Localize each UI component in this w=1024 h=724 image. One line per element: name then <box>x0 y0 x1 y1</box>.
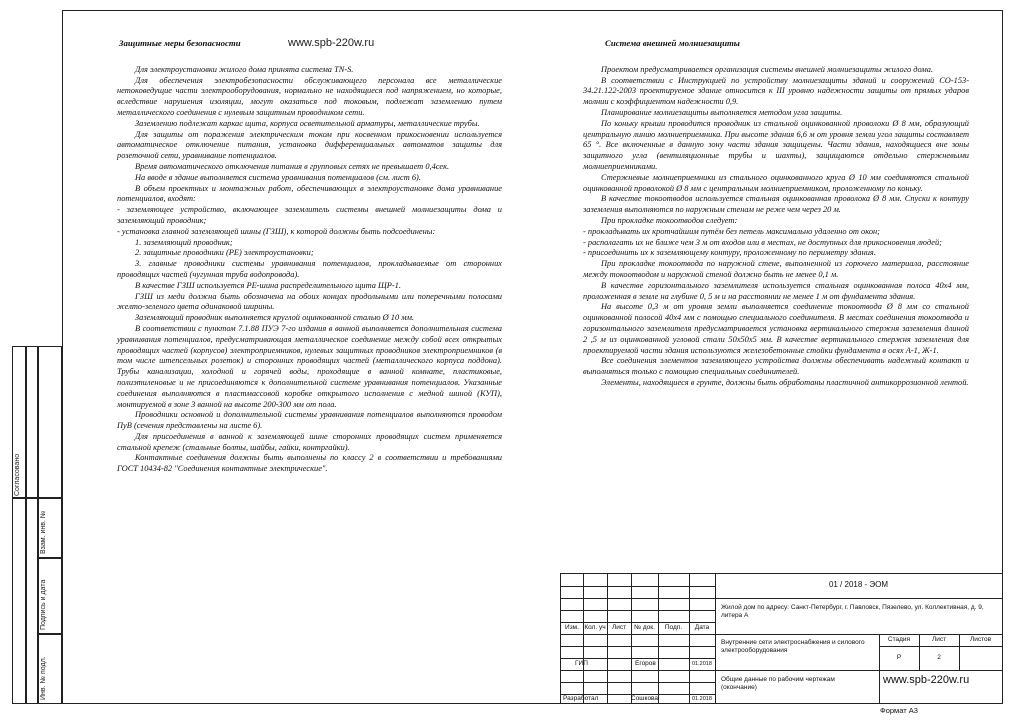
left-column-paragraph: Проводники основной и дополнительной системы уравнивания потенциалов выполняются проводом ПуВ (сечения представлены на листе 6). <box>117 410 502 431</box>
left-column-paragraph: Для электроустановки жилого дома принята система TN-S. <box>135 64 354 74</box>
role-developer: Разработал <box>563 695 599 702</box>
right-column-title: Система внешней молниезащиты <box>605 38 740 48</box>
right-column-paragraph: При прокладке токоотвода по наружной стене, выполненной из горючего материала, расстояние между токоотводом и наружной стеной должно быть не менее 0,1 м. <box>583 259 969 279</box>
project-code: 01 / 2018 - ЭОМ <box>828 580 889 589</box>
left-column-paragraph: В объем проектных и монтажных работ, обеспечивающих в электроустановке дома уравнивание потенциалов, входят: <box>117 183 502 204</box>
right-column-paragraph: По коньку крыши проводится проводник из стальной оцинкованной проволоки Ø 8 мм, образующий центральную линию молниеприемника. При высоте здания 6,6 м от уровня земли угол защиты составляет 65 °. Все включенные в данную зону части здания защищены. Части здания, находящиеся вне зоны защитного угла (вентиляционные трубы и шахты), защищаются отдельно стержневыми молниеприемниками. <box>583 118 969 171</box>
sheet-header: Лист <box>931 636 947 643</box>
name-gip: Егоров <box>635 660 656 667</box>
stage-value: Р <box>896 654 902 661</box>
left-column-paragraph: На вводе в здание выполняется система уравнивания потенциалов (см. лист 6). <box>135 172 421 182</box>
right-column-paragraph: Проектом предусматривается организация системы внешней молниезащиты жилого дома. <box>601 64 933 74</box>
side-label-replace-inv: Взам. инв. № <box>40 510 47 554</box>
date-developer: 01.2018 <box>692 696 712 702</box>
side-label-signature-date: Подпись и дата <box>40 579 47 630</box>
left-column-body <box>117 65 502 475</box>
side-label-inv-orig: Инв. № подл. <box>40 656 47 700</box>
right-column-paragraph: Планирование молниезащиты выполняется методом угла защиты. <box>601 107 843 117</box>
header-signature: Подп. <box>664 624 683 631</box>
side-strip <box>12 346 62 704</box>
sheet-value: 2 <box>937 654 941 661</box>
right-column <box>583 38 969 389</box>
project-address: Жилой дом по адресу: Санкт-Петербург, г. Павловск, Пязелево, ул. Коллективная, д. 9, литера А <box>721 604 984 619</box>
right-column-paragraph: Стержневые молниеприемники из стального оцинкованного круга Ø 10 мм соединяются стальной оцинкованной проволокой Ø 8 мм с центральным молниеприемником, проложенному по коньку. <box>583 172 969 193</box>
side-label-agreed: Согласовано <box>14 453 21 496</box>
header-count: Кол. уч <box>584 624 606 631</box>
left-column-paragraph: Заземлению подлежат каркас щита, корпуса осветительной арматуры, металлические трубы. <box>135 118 480 128</box>
right-column-body <box>583 65 969 389</box>
left-column-paragraph: ГЗШ из меди должна быть обозначена на обоих концах продольными или поперечными полосами желто-зеленого цвета одинаковой ширины. <box>117 291 502 312</box>
left-column-paragraph: В соответствии с пунктом 7.1.88 ПУЭ 7-го издания в ванной выполняется дополнительная система уравнивания потенциалов, предусматривающая металлическое соединение между собой всех открытых проводящих частей (корпусов) электроприемников, нулевых защитных проводников электроприемников (в том числе штепсельных розеток) и сторонних проводящих частей (металлического корпуса поддона). Трубы канализации, холодной и горячей воды, проходящие в ванной комнате, пластиковые, полиэтиленовые и не присоединяются к дополнительной системе уравнивания потенциалов. Указанные соединения выполняются в пластмассовой коробке открытого исполнения с медной шиной (КУП), монтируемой в зоне 3 ванной на высоте 200-300 мм от пола. <box>117 323 502 409</box>
left-column-paragraph: - заземляющее устройство, включающее заземлитель системы внешней молниезащиты дома и заземляющий проводник; <box>117 205 502 225</box>
date-gip: 01.2018 <box>692 661 712 667</box>
right-column-paragraph: В качестве горизонтального заземлителя используется стальная оцинкованная полоса 40х4 мм, проложенная в земле на глубине 0, 5 м и на расстоянии не менее 1 м от фундамента здания. <box>583 280 969 301</box>
right-column-paragraph: Элементы, находящиеся в грунте, должны быть обработаны пластичной антикоррозионной лентой. <box>601 377 969 387</box>
title-block <box>560 573 1003 704</box>
header-date: Дата <box>694 624 710 631</box>
right-column-paragraph: В качестве токоотводов используется стальная оцинкованная проволока Ø 8 мм. Спуски к контуру заземления выполняются по наружным стенам не реже чем через 20 м. <box>583 194 969 215</box>
right-column-paragraph: - прокладывать их кротчайшим путём без петель максимально удаленно от окон; <box>583 226 880 236</box>
name-developer: Сошкова <box>631 695 659 702</box>
left-column-paragraph: - установка главной заземляющей шины (ГЗШ), к которой должны быть подсоединены: <box>117 226 436 236</box>
system-name: Внутренние сети электроснабжения и силового электрооборудования <box>721 639 865 654</box>
left-column-paragraph: 3. главные проводники системы уравнивания потенциалов, прокладываемые от сторонних проводящих частей (чугунная труба водопровода). <box>117 259 502 279</box>
left-column-paragraph: В качестве ГЗШ используется PE-шина распределительного щита ЩР-1. <box>135 280 401 290</box>
left-column-paragraph: Заземляющий проводник выполняется круглой оцинкованной сталью Ø 10 мм. <box>135 313 415 323</box>
left-column-paragraph: Контактные соединения должны быть выполнены по классу 2 в соответствии и требованиями ГОСТ 10434-82 "Соединения контактные электрические". <box>117 453 502 474</box>
role-gip: ГИП <box>575 660 588 667</box>
header-sheet: Лист <box>611 624 627 631</box>
right-column-paragraph: В соответствии с Инструкцией по устройству молниезащиты зданий и сооружений СО-153-34.21.122-2003 проектируемое здание относится к III уровню надежности защиты от прямых ударов молнии с коэффициентом надежности 0,9. <box>583 75 969 107</box>
left-column-paragraph: Для присоединения в ванной к заземляющей шине сторонних проводящих систем применяется стальной крепеж (стальные болты, шайбы, гайки, контргайки). <box>117 431 502 452</box>
sheets-header: Листов <box>969 636 992 643</box>
stage-header: Стадия <box>887 636 911 643</box>
left-column-paragraph: Время автоматического отключения питания в групповых сетях не превышает 0,4сек. <box>135 161 450 171</box>
right-column-paragraph: - располагать их не ближе чем 3 м от входов или в местах, не доступных для прикосновения людей; <box>583 237 942 247</box>
left-column-title: Защитные меры безопасности <box>119 38 241 48</box>
left-column-paragraph: Для обеспечения электробезопасности обслуживающего персонала все металлические нетоковедущие части электрооборудования, нормально не находящиеся под напряжением, но которые, вследствие нарушения изоляции, могут оказаться под токовым, подлежат заземлению путем металлического соединения с нулевым защитным проводником сети. <box>117 75 502 117</box>
right-column-paragraph: Все соединения элементов заземляющего устройства должны обеспечивать надежный контакт и выполняться только с помощью специальных соединителей. <box>583 356 969 377</box>
right-column-paragraph: - присоединить их к заземляющему контуру, проложенному по периметру здания. <box>583 248 876 258</box>
sheet-title: Общие данные по рабочим чертежам (окончание) <box>721 676 835 691</box>
left-column-paragraph: Для защиты от поражения электрическим током при косвенном прикосновении используется автоматическое отключение питания, установка дифференциальных автоматов защиты для розеточной сети, уравнивание потенциалов. <box>117 129 502 161</box>
header-doc-no: № док. <box>634 624 655 631</box>
header-change: Изм. <box>565 624 579 631</box>
right-column-paragraph: При прокладке токоотводов следует: <box>601 215 738 225</box>
left-column-paragraph: 2. защитные проводники (PE) электроустановки; <box>135 248 314 258</box>
watermark-bottom: www.spb-220w.ru <box>883 674 970 686</box>
left-column-paragraph: 1. заземляющий проводник; <box>135 237 233 247</box>
format-label: Формат А3 <box>880 706 918 715</box>
watermark-top: www.spb-220w.ru <box>288 37 375 49</box>
left-column <box>117 38 502 475</box>
right-column-paragraph: На высоте 0,3 м от уровня земли выполняется соединение токоотвода Ø 8 мм со стальной оцинкованной полосой 40х4 мм с помощью специального соединителя. В местах соединения токоотвода и горизонтального заземлителя предусматривается установка вертикального стержня заземления длиной 2 ,5 м из оцинкованной угловой стали 50х50х5 мм. В качестве вертикального стержня заземления для проектируемой части здания используются железобетонные стойки фундамента в осях А-1, Ж-1. <box>583 302 969 355</box>
